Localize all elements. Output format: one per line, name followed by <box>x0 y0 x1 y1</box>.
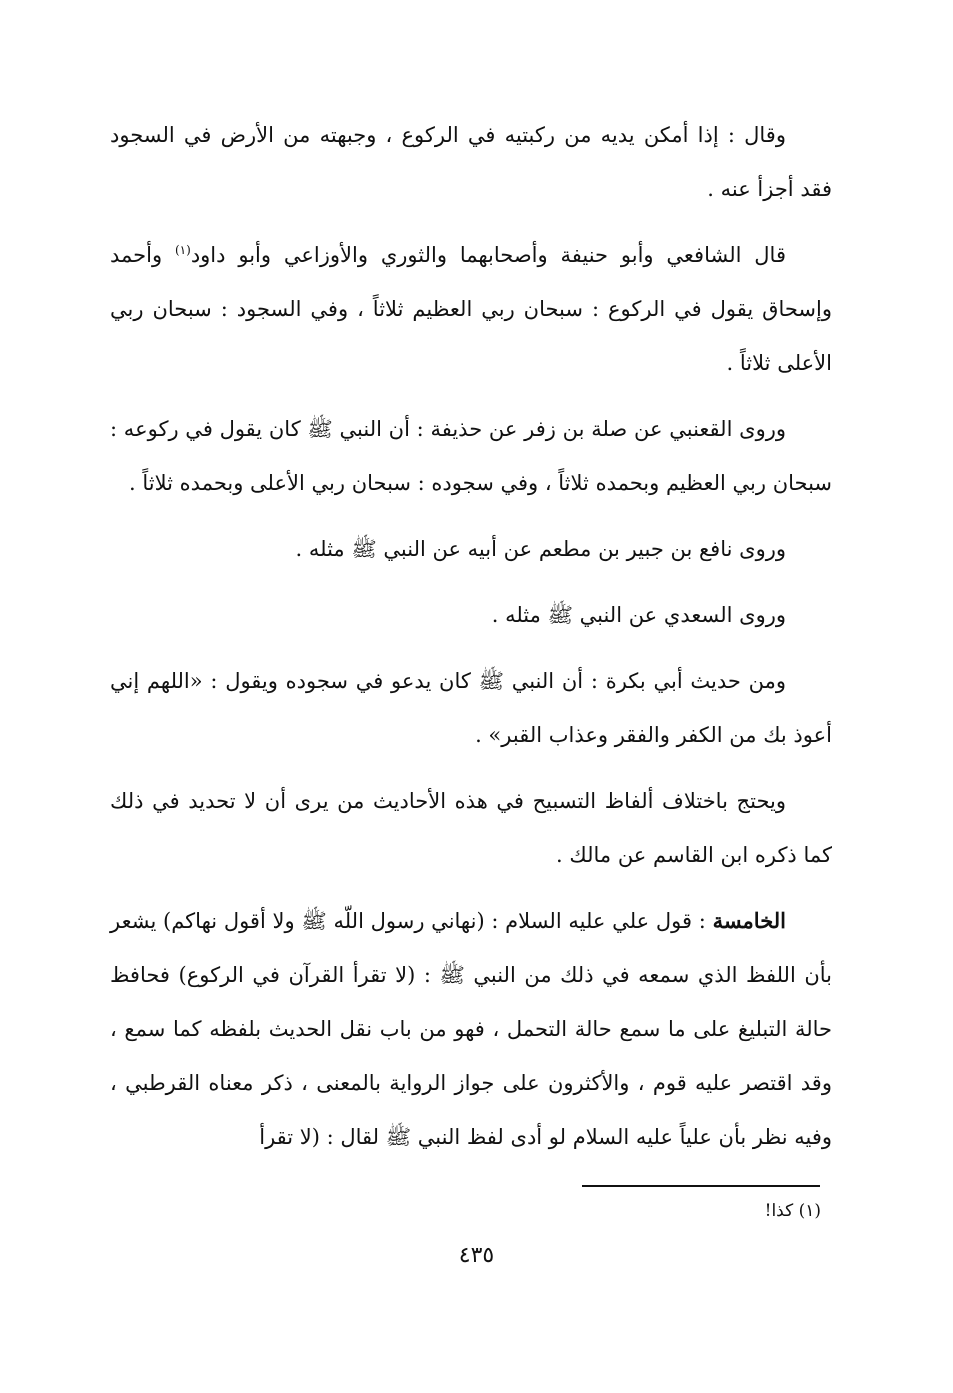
paragraph-8-text: : قول علي عليه السلام : (نهاني رسول اللّه ﷺ ولا أقول نهاكم) يشعر بأن اللفظ الذي سمعه في ذلك من النبي ﷺ : (لا تقرأ القرآن في الركوع) فحافظ حالة التبليغ على ما سمع حالة التحمل ، فهو من باب نقل الحديث بلفظه كما سمع ، وقد اقتصر عليه قوم ، والأكثرون على جواز الرواية بالمعنى ، ذكر معناه القرطبي ، وفيه نظر بأن علياً عليه السلام لو أدى لفظ النبي ﷺ لقال : (لا تقرأ <box>110 909 832 1149</box>
main-text <box>110 108 832 1176</box>
section-lead-word: الخامسة <box>712 908 786 933</box>
footnote-divider <box>582 1185 820 1187</box>
footnote-reference: (١) <box>174 243 191 257</box>
paragraph-4: وروى نافع بن جبير بن مطعم عن أبيه عن النبي ﷺ مثله . <box>295 537 786 561</box>
paragraph-3: وروى القعنبي عن صلة بن زفر عن حذيفة : أن النبي ﷺ كان يقول في ركوعه : سبحان ربي العظيم وبحمده ثلاثاً ، وفي سجوده : سبحان ربي الأعلى وبحمده ثلاثاً . <box>110 417 832 495</box>
paragraph-2-after: وأحمد وإسحاق يقول في الركوع : سبحان ربي العظيم ثلاثاً ، وفي السجود : سبحان ربي الأعلى ثلاثاً . <box>110 243 832 375</box>
paragraph-2-before: قال الشافعي وأبو حنيفة وأصحابهما والثوري والأوزاعي وأبو داود <box>190 243 786 267</box>
page-number: ٤٣٥ <box>458 1243 495 1268</box>
footnote: (١) كذا! <box>764 1201 821 1221</box>
paragraph-2 <box>110 228 832 390</box>
paragraph-7: ويحتج باختلاف ألفاظ التسبيح في هذه الأحاديث من يرى أن لا تحديد في ذلك كما ذكره ابن القاسم عن مالك . <box>110 789 832 867</box>
paragraph-1: وقال : إذا أمكن يديه من ركبتيه في الركوع ، وجبهته من الأرض في السجود فقد أجزأ عنه . <box>110 123 832 201</box>
paragraph-8 <box>110 894 832 1164</box>
paragraph-6: ومن حديث أبي بكرة : أن النبي ﷺ كان يدعو في سجوده ويقول : «اللهم إني أعوذ بك من الكفر والفقر وعذاب القبر» . <box>110 669 832 747</box>
paragraph-5: وروى السعدي عن النبي ﷺ مثله . <box>491 603 786 627</box>
